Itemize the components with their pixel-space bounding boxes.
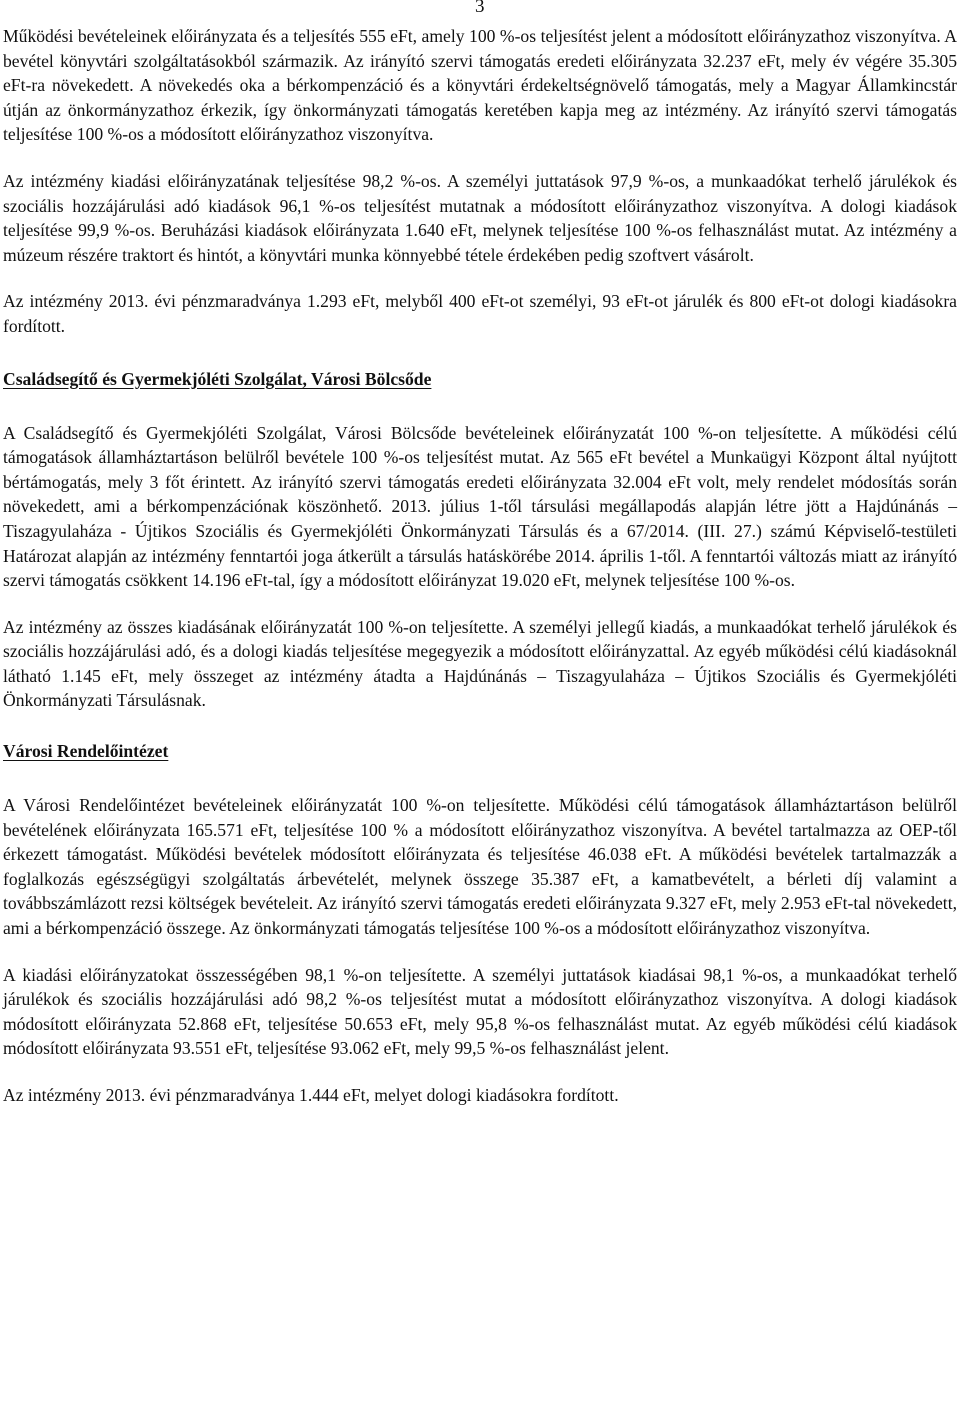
paragraph: A Családsegítő és Gyermekjóléti Szolgálat, Városi Bölcsőde bevételeinek előirányzatát 100 %-on teljesítette. A működési célú támogatások államháztartáson belülről bevétele 100 %-os teljesítést mutat. Az 565 eFt bevétel a Munkaügyi Központ által nyújtott bértámogatás, mely 3 főt érintett. Az irányító szervi támogatás eredeti előirányzata 32.004 eFt volt, mely rendelet módosítás során növekedett, ami a bérkompenzációnak köszönhető. 2013. július 1-től társulási megállapodás alapján létre jött a Hajdúnánás – Tiszagyulaháza - Újtikos Szociális és Gyermekjóléti Önkormányzati Társulás és a 67/2014. (III. 27.) számú Képviselő-testületi Határozat alapján az intézmény fenntartói joga átkerült a társulás hatáskörébe 2014. április 1-től. A fenntartói változás miatt az irányító szervi támogatás csökkent 14.196 eFt-tal, így a módosított előirányzat 19.020 eFt, melynek teljesítése 100 %-os. [3, 422, 957, 591]
paragraph: Működési bevételeinek előirányzata és a teljesítés 555 eFt, amely 100 %-os teljesítést jelent a módosított előirányzathoz viszonyítva. A bevétel könyvtári szolgáltatásokból származik. Az irányító szervi támogatás eredeti előirányzata 32.237 eFt, mely év végére 35.305 eFt-ra növekedett. A növekedés oka a bérkompenzáció és a könyvtári érdekeltségnövelő támogatás, mely a Magyar Államkincstár útján az önkormányzathoz érkezik, így önkormányzati támogatás keretében kapja meg az intézmény. Az irányító szervi támogatás teljesítése 100 %-os a módosított előirányzathoz viszonyítva. [3, 26, 957, 145]
paragraph: Az intézmény 2013. évi pénzmaradványa 1.444 eFt, melyet dologi kiadásokra fordított. [3, 1085, 619, 1105]
paragraph: Az intézmény az összes kiadásának előirányzatát 100 %-on teljesítette. A személyi jellegű kiadás, a munkaadókat terhelő járulékok és szociális hozzájárulási adó, és a dologi kiadás teljesítése megegyezik a módosított előirányzattal. Az egyéb működési célú kiadásoknál látható 1.145 eFt, mely összeget az intézmény átadta a Hajdúnánás – Tiszagyulaháza – Újtikos Szociális és Gyermekjóléti Önkormányzati Társulásnak. [3, 616, 957, 711]
paragraph: Az intézmény 2013. évi pénzmaradványa 1.293 eFt, melyből 400 eFt-ot személyi, 93 eFt-ot járulék és 800 eFt-ot dologi kiadásokra fordított. [3, 291, 957, 336]
section-heading-family-services: Családsegítő és Gyermekjóléti Szolgálat, Városi Bölcsőde [3, 368, 432, 389]
page-content [3, 0, 957, 1108]
page-number: 3 [475, 0, 485, 17]
paragraph: A kiadási előirányzatokat összességében 98,1 %-on teljesítette. A személyi juttatások kiadásai 98,1 %-os, a munkaadókat terhelő járulékok és szociális hozzájárulási adó 98,2 %-os teljesítést mutat a módosított előirányzathoz viszonyítva. A dologi kiadások módosított előirányzata 52.868 eFt, teljesítése 50.653 eFt, mely 95,8 %-os felhasználást mutat. Az egyéb működési célú kiadások módosított előirányzata 93.551 eFt, teljesítése 93.062 eFt, mely 99,5 %-os felhasználást jelent. [3, 964, 957, 1059]
paragraph: Az intézmény kiadási előirányzatának teljesítése 98,2 %-os. A személyi juttatások 97,9 %-os, a munkaadókat terhelő járulékok és szociális hozzájárulási adó kiadások 96,1 %-os teljesítést mutatnak a módosított előirányzathoz viszonyítva. A dologi kiadások teljesítése 99,9 %-os. Beruházási kiadások előirányzata 1.640 eFt, melynek teljesítése 100 %-os felhasználást mutat. Az intézmény a múzeum részére traktort és hintót, a könyvtári munka könnyebbé tétele érdekében pedig szoftvert vásárolt. [3, 170, 957, 265]
paragraph: A Városi Rendelőintézet bevételeinek előirányzatát 100 %-on teljesítette. Működési célú támogatások államháztartáson belülről bevételének előirányzata 165.571 eFt, teljesítése 100 % a módosított előirányzathoz viszonyítva. A bevétel tartalmazza az OEP-től érkezett támogatást. Működési bevételek módosított előirányzata és teljesítése 46.038 eFt. A működési bevételek tartalmazzák a foglalkozás egészségügyi szolgáltatás árbevételét, melynek összege 35.387 eFt, a kamatbevételt, a bérleti díj valamint a továbbszámlázott rezsi költségek bevételeit. Az irányító szervi támogatás eredeti előirányzata 9.327 eFt, mely 2.953 eFt-tal növekedett, ami a bérkompenzáció összege. Az önkormányzati támogatás teljesítése 100 %-os a módosított előirányzathoz viszonyítva. [3, 795, 957, 939]
section-heading-clinic: Városi Rendelőintézet [3, 741, 169, 762]
document-page [3, 0, 957, 1130]
